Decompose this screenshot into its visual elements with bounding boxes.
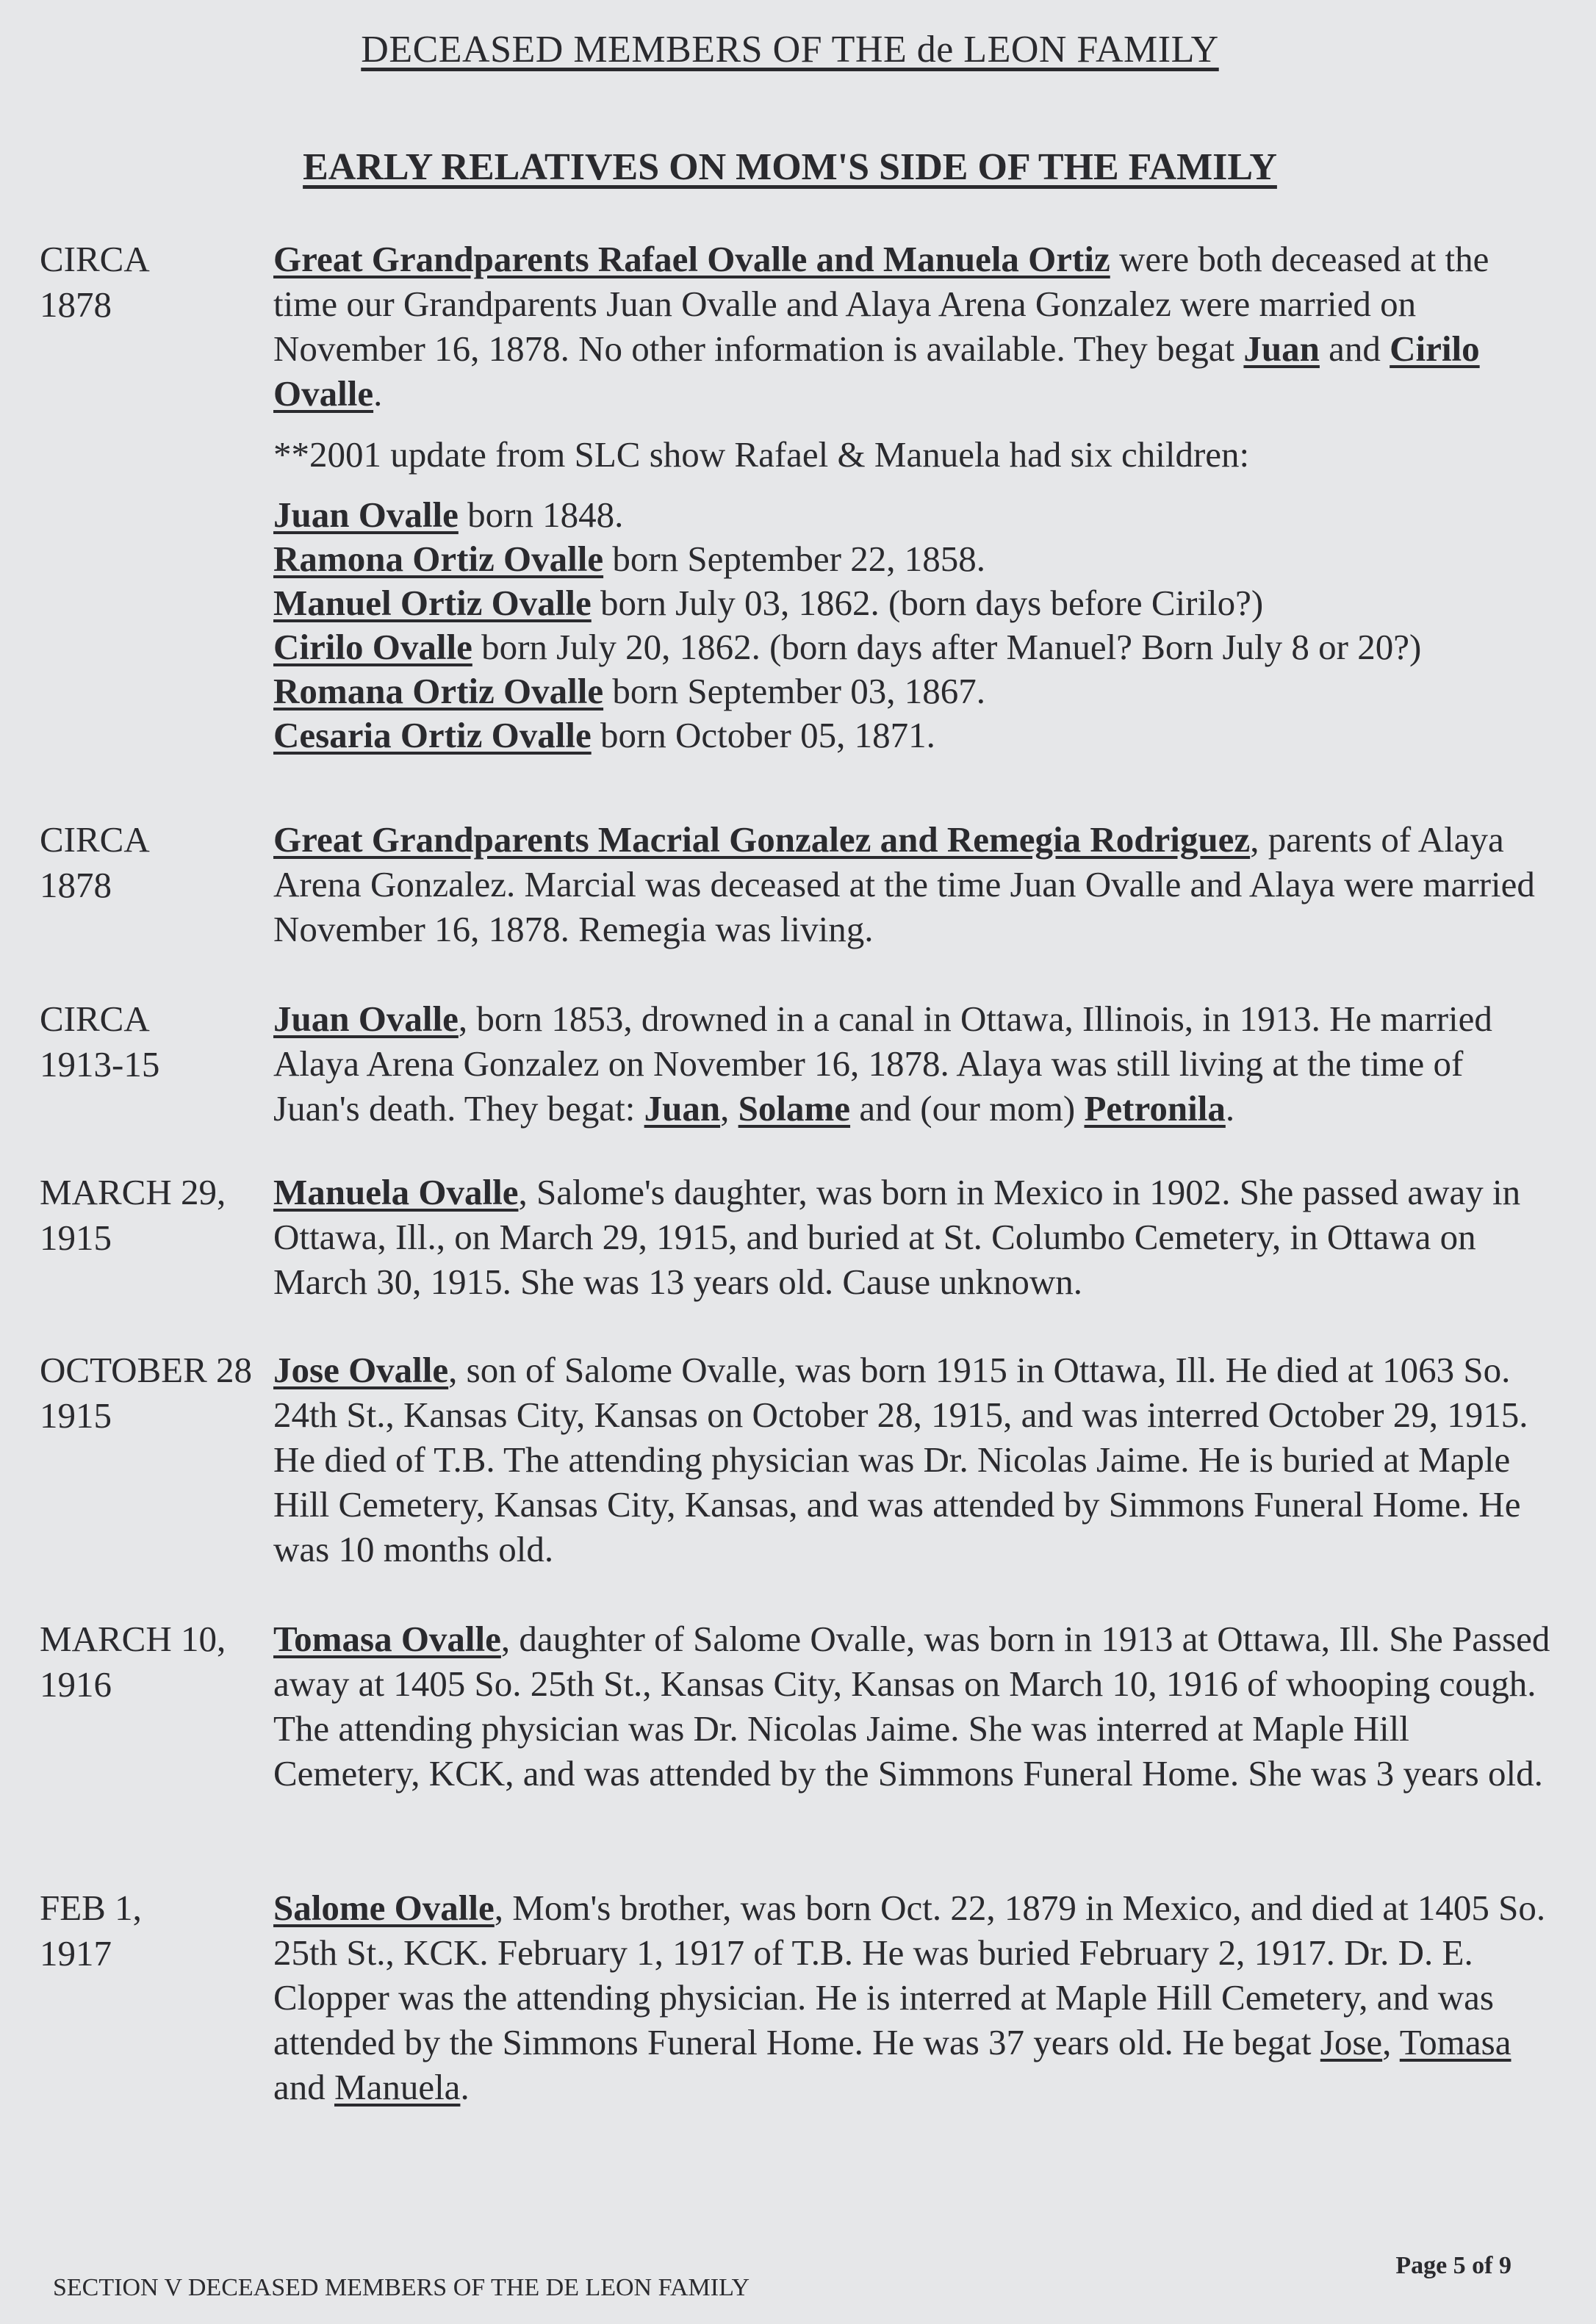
entry-date: CIRCA 1878 bbox=[40, 819, 150, 905]
person-name: Tomasa bbox=[1399, 2022, 1511, 2062]
section-heading: EARLY RELATIVES ON MOM'S SIDE OF THE FAMILY bbox=[303, 146, 1277, 188]
page-title: DECEASED MEMBERS OF THE de LEON FAMILY bbox=[361, 29, 1219, 71]
person-name: Great Grandparents Macrial Gonzalez and Remegia Rodriguez bbox=[273, 819, 1251, 860]
person-name: Solame bbox=[738, 1088, 851, 1129]
person-name: Juan Ovalle bbox=[273, 999, 459, 1039]
person-name: Salome Ovalle bbox=[273, 1888, 495, 1928]
person-name: Ramona Ortiz Ovalle bbox=[273, 539, 604, 579]
person-name: Jose Ovalle bbox=[273, 1350, 449, 1390]
list-item: Ramona Ortiz Ovalle born September 22, 1858. bbox=[273, 539, 985, 579]
entry-date: CIRCA 1878 bbox=[40, 239, 150, 325]
entry-date: CIRCA 1913-15 bbox=[40, 999, 160, 1084]
list-item: Romana Ortiz Ovalle born September 03, 1867. bbox=[273, 671, 985, 711]
person-name: Manuela bbox=[334, 2067, 461, 2107]
person-name: Jose bbox=[1320, 2022, 1383, 2062]
entry-text: Tomasa Ovalle, daughter of Salome Ovalle, was born in 1913 at Ottawa, Ill. She Passed away at 1405 So. 25th St., Kansas City, Kansas on March 10, 1916 of whooping cough. The attending physician was Dr. Nicolas Jaime. She was interred at Maple Hill Cemetery, KCK, and was attended by the Simmons Funeral Home. She was 3 years old. bbox=[273, 1619, 1550, 1794]
page-number: Page 5 of 9 bbox=[1395, 2252, 1511, 2279]
entry-text: Great Grandparents Rafael Ovalle and Manuela Ortiz were both deceased at the time our Grandparents Juan Ovalle and Alaya Arena Gonzalez were married on November 16, 1878. No other information is available. They begat Juan and Cirilo Ovalle. **2001 update from SLC show Rafael & Manuela had six children: Juan Ovalle born 1848. Ramona Ortiz Ovalle born September 22, 1858. Manuel Ortiz Ovalle born July 03, 1862. (born days before Cirilo?) Cirilo Ovalle born July 20, 1862. (born days after Manuel? Born July 8 or 20?) Romana Ortiz Ovalle born September 03, 1867. Cesaria Ortiz Ovalle born October 05, 1871. bbox=[273, 237, 1552, 758]
entry-date: MARCH 29, 1915 bbox=[40, 1172, 226, 1258]
person-name: Romana Ortiz Ovalle bbox=[273, 671, 604, 711]
footer-section-label: SECTION V DECEASED MEMBERS OF THE DE LEON FAMILY bbox=[53, 2274, 750, 2301]
person-name: Juan bbox=[644, 1088, 721, 1129]
list-item: Juan Ovalle born 1848. bbox=[273, 494, 624, 535]
entry-date: FEB 1, 1917 bbox=[40, 1888, 142, 1974]
entry-date: MARCH 10, 1916 bbox=[40, 1619, 226, 1705]
list-item: Cirilo Ovalle born July 20, 1862. (born days after Manuel? Born July 8 or 20?) bbox=[273, 627, 1422, 667]
person-name: Petronila bbox=[1084, 1088, 1226, 1129]
entry-text: Salome Ovalle, Mom's brother, was born Oct. 22, 1879 in Mexico, and died at 1405 So. 25th St., KCK. February 1, 1917 of T.B. He was buried February 2, 1917. Dr. D. E. Clopper was the attending physician. He is interred at Maple Hill Cemetery, and was attended by the Simmons Funeral Home. He was 37 years old. He begat Jose, Tomasa and Manuela. bbox=[273, 1888, 1546, 2107]
entry-text: Juan Ovalle, born 1853, drowned in a canal in Ottawa, Illinois, in 1913. He married Alaya Arena Gonzalez on November 16, 1878. Alaya was still living at the time of Juan's death. They begat: Juan, Solame and (our mom) Petronila. bbox=[273, 999, 1492, 1129]
entry-text: Manuela Ovalle, Salome's daughter, was born in Mexico in 1902. She passed away in Ottawa, Ill., on March 29, 1915, and buried at St. Columbo Cemetery, in Ottawa on March 30, 1915. She was 13 years old. Cause unknown. bbox=[273, 1172, 1521, 1302]
person-name: Cirilo Ovalle bbox=[273, 328, 1480, 414]
list-item: Cesaria Ortiz Ovalle born October 05, 1871. bbox=[273, 715, 935, 755]
person-name: Juan Ovalle bbox=[273, 494, 459, 535]
entry-text: Great Grandparents Macrial Gonzalez and Remegia Rodriguez, parents of Alaya Arena Gonzalez. Marcial was deceased at the time Juan Ovalle and Alaya were married November 16, 1878. Remegia was living. bbox=[273, 819, 1535, 949]
person-name: Manuela Ovalle bbox=[273, 1172, 519, 1212]
person-name: Cirilo Ovalle bbox=[273, 627, 472, 667]
person-name: Cesaria Ortiz Ovalle bbox=[273, 715, 592, 755]
entry-date: OCTOBER 28 1915 bbox=[40, 1350, 253, 1436]
person-name: Manuel Ortiz Ovalle bbox=[273, 583, 592, 623]
list-item: Manuel Ortiz Ovalle born July 03, 1862. (born days before Cirilo?) bbox=[273, 583, 1264, 623]
update-note: **2001 update from SLC show Rafael & Manuela had six children: bbox=[273, 434, 1250, 475]
entry-text: Jose Ovalle, son of Salome Ovalle, was born 1915 in Ottawa, Ill. He died at 1063 So. 24th St., Kansas City, Kansas on October 28, 1915, and was interred October 29, 1915. He died of T.B. The attending physician was Dr. Nicolas Jaime. He is buried at Maple Hill Cemetery, Kansas City, Kansas, and was attended by Simmons Funeral Home. He was 10 months old. bbox=[273, 1350, 1528, 1569]
person-name: Tomasa Ovalle bbox=[273, 1619, 501, 1659]
person-name: Juan bbox=[1243, 328, 1320, 369]
children-list bbox=[273, 493, 1552, 758]
person-name: Great Grandparents Rafael Ovalle and Manuela Ortiz bbox=[273, 239, 1110, 279]
